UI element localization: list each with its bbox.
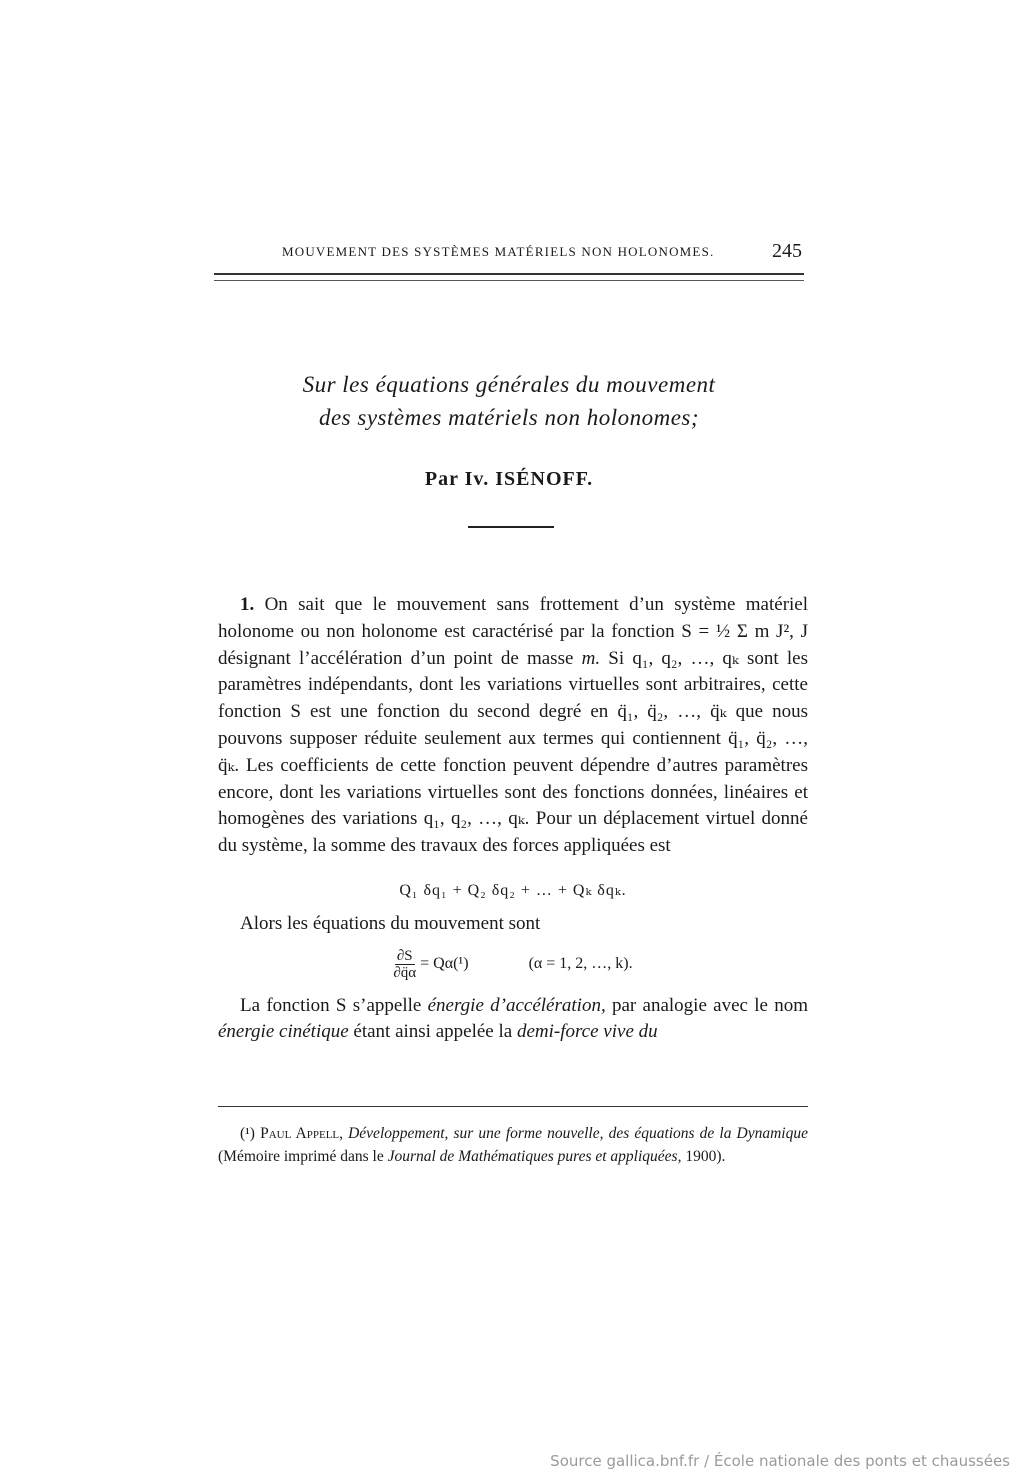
footnote — [218, 1122, 808, 1168]
body-text — [218, 592, 808, 1046]
para3-part-b: par analogie avec le nom — [611, 994, 808, 1016]
footnote-rule — [218, 1106, 808, 1107]
article-title — [214, 368, 804, 434]
footnote-work: Développement, sur une forme nouvelle, des équations de la Dynamique — [348, 1125, 808, 1142]
motion-equation-condition: (α = 1, 2, …, k). — [528, 954, 633, 972]
header-rule — [214, 273, 804, 281]
footnote-note: (Mémoire imprimé dans le — [218, 1148, 384, 1165]
para1-part-b: J désignant l’accélération d’un point de masse — [218, 620, 808, 669]
para3-emphasis-3: demi-force vive du — [516, 1021, 658, 1043]
para3-emphasis-2: énergie cinétique — [218, 1021, 349, 1043]
motion-equation-lhs — [393, 948, 468, 981]
paragraph-1 — [218, 592, 808, 860]
para1-part-c: Si q₁, q₂, …, qₖ sont les paramètres indépendants, dont les variations virtuelles sont arbitraires, cette fonction S est une fonction du second degré en q̈₁, q̈₂, …, q̈ₖ que nous pouvons supposer réduite seulement aux termes qui contiennent q̈₁, q̈₂, …, q̈ₖ. Les coefficients de cette fonction peuvent dépendre d’autres paramètres encore, dont les variations virtuelles sont des fonctions données, linéaires et homogènes des variations q₁, q₂, …, qₖ. Pour un déplacement virtuel donné du système, la somme des travaux des forces appliquées est — [218, 647, 809, 857]
page-number: 245 — [772, 240, 802, 262]
author-line: Par Iv. ISÉNOFF. — [424, 468, 594, 490]
running-head — [282, 240, 802, 264]
paragraph-2: Alors les équations du mouvement sont — [240, 912, 541, 934]
para3-part-c: étant ainsi appelée la — [353, 1021, 513, 1043]
paragraph-3 — [218, 993, 808, 1047]
formula-s: S = ½ Σ m J², — [681, 620, 794, 642]
motion-equation — [218, 948, 808, 981]
fraction-numerator: ∂S — [396, 947, 413, 964]
title-line-1: Sur les équations générales du mouvement — [302, 372, 716, 397]
footnote-author: Paul Appell, — [260, 1125, 344, 1142]
mass-symbol: m. — [581, 647, 601, 669]
virtual-work-equation: Q₁ δq₁ + Q₂ δq₂ + … + Qₖ δqₖ. — [399, 881, 627, 899]
running-title: MOUVEMENT DES SYSTÈMES MATÉRIELS NON HOLONOMES. — [282, 244, 715, 259]
section-number: 1. — [240, 594, 255, 615]
title-line-2: des systèmes matériels non holonomes; — [318, 405, 700, 430]
para3-part-a: La fonction S s’appelle — [240, 994, 422, 1016]
para3-emphasis-1: énergie d’accélération, — [427, 994, 606, 1016]
para1-part-a: On sait que le mouvement sans frottement d’un système matériel holonome ou non holonome est caractérisé par la fonction — [218, 594, 809, 642]
title-separator — [468, 526, 554, 528]
partial-fraction — [393, 948, 416, 981]
footnote-journal: Journal de Mathématiques pures et appliquées, — [387, 1148, 682, 1165]
footnote-year: 1900). — [685, 1148, 726, 1165]
source-credit: Source gallica.bnf.fr / École nationale des ponts et chaussées — [550, 1452, 1010, 1470]
fraction-denominator: ∂q̈α — [393, 964, 417, 981]
motion-equation-rhs: = Qα(¹) — [420, 954, 469, 972]
footnote-marker: (¹) — [240, 1125, 255, 1142]
